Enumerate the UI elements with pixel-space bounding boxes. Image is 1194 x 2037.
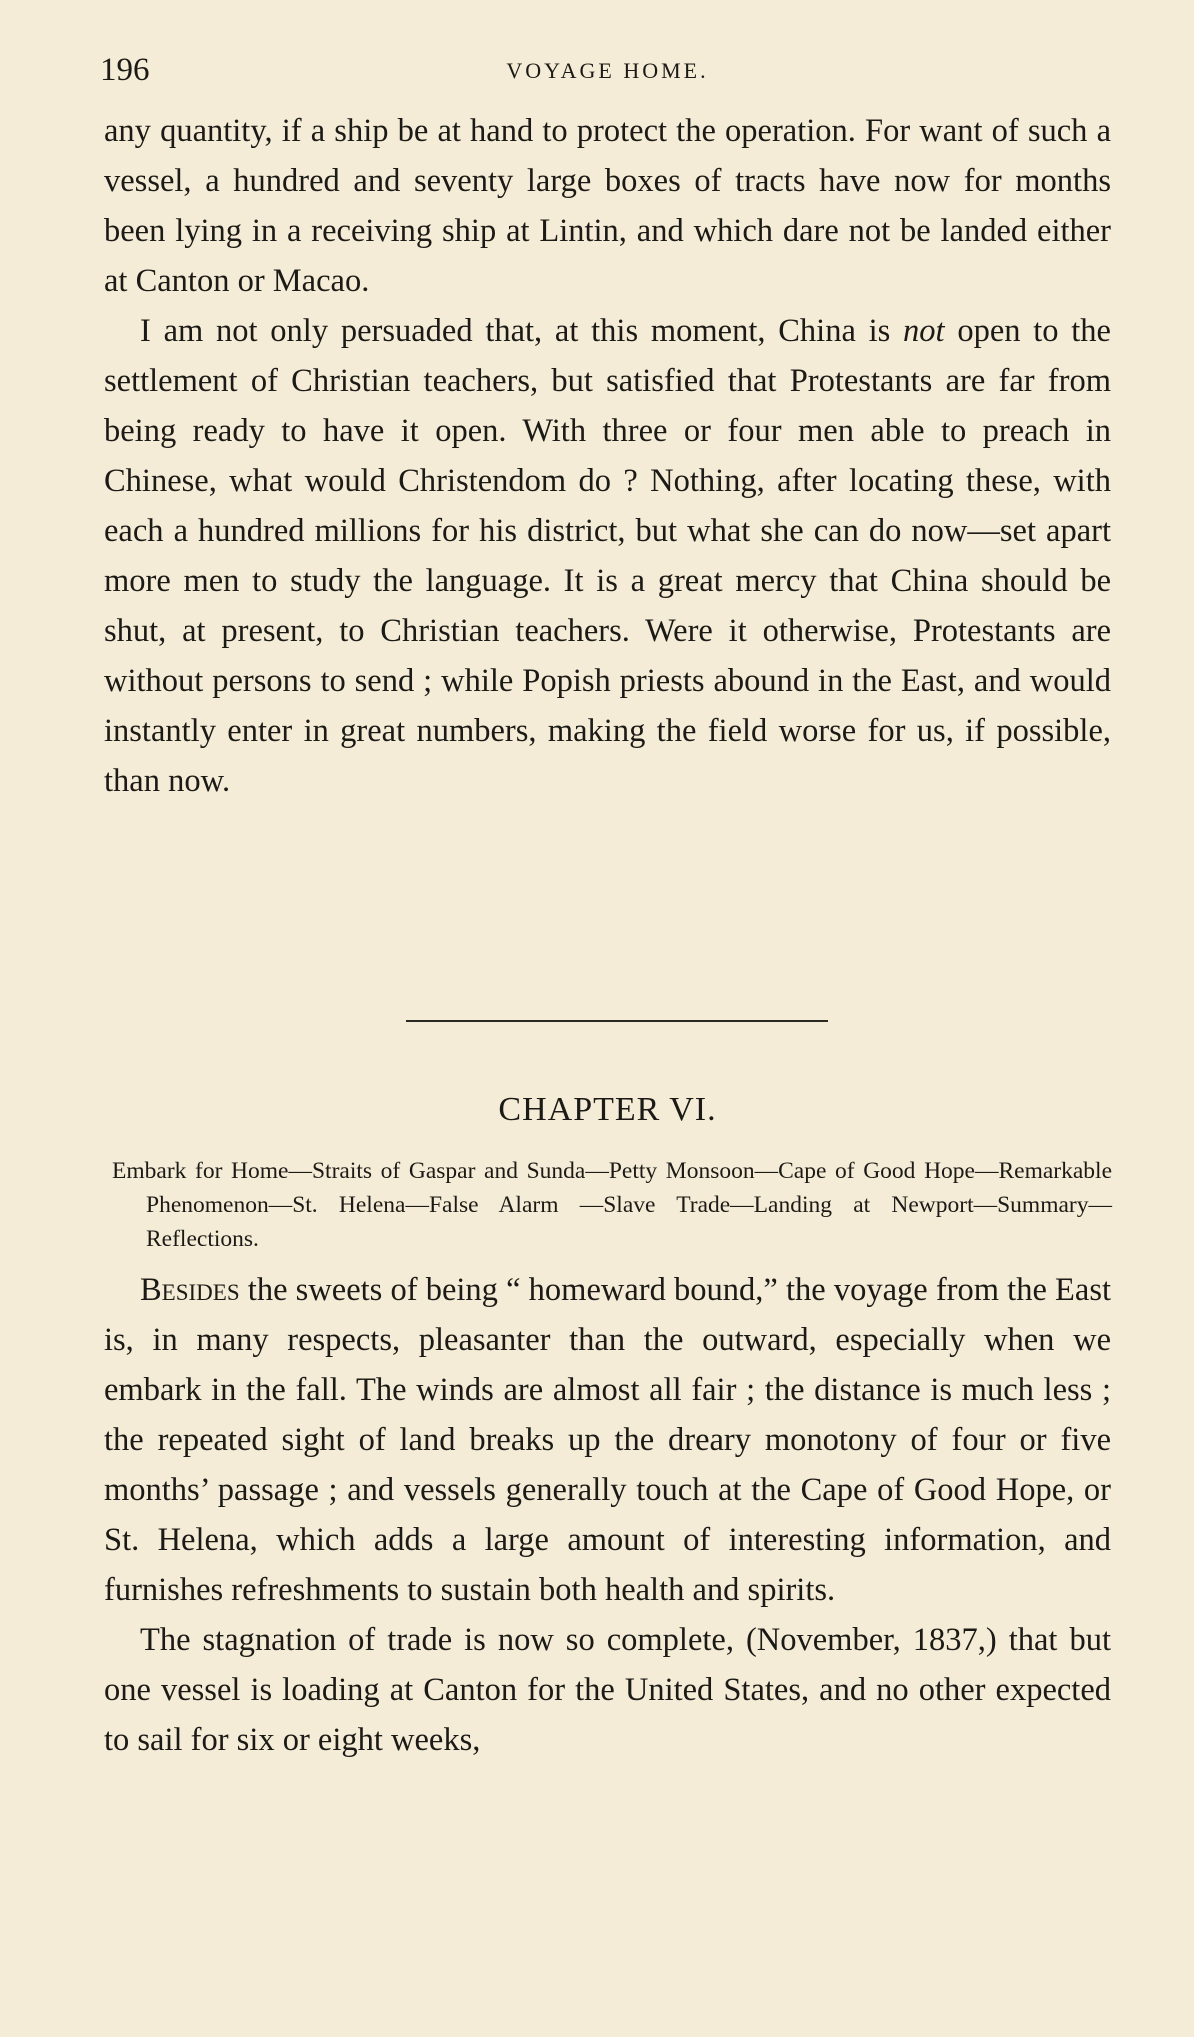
paragraph-continuation: any quantity, if a ship be at hand to protect the operation. For want of such a vessel, a hundred and seventy large boxes of tracts have now for months been lying in a receiving ship at Lintin, and which dare not be landed either at Canton or Macao. xyxy=(104,113,1111,299)
lead-word-smallcaps: Besides xyxy=(140,1272,240,1308)
paragraph-voyage-home xyxy=(104,1265,1111,1615)
text-block-upper xyxy=(104,106,1111,806)
emphasis-not: not xyxy=(903,313,945,349)
chapter-synopsis: Embark for Home—Straits of Gaspar and Sunda—Petty Monsoon—Cape of Good Hope—Remarkable Phenomenon—St. Helena—False Alarm —Slave Trade—Landing at Newport—Summary—Reflections. xyxy=(112,1158,1112,1252)
paragraph-china-not-open xyxy=(104,306,1111,806)
paragraph-stagnation-of-trade: The stagnation of trade is now so complete, (November, 1837,) that but one vessel is loading at Canton for the United States, and no other expected to sail for six or eight weeks, xyxy=(104,1622,1111,1758)
chapter-heading: CHAPTER VI. xyxy=(498,1091,717,1128)
text-block-lower xyxy=(104,1265,1111,1765)
running-head xyxy=(100,52,1115,92)
paragraph-rest: open to the settlement of Christian teachers, but satisfied that Protestants are far from being ready to have it open. With three or four men able to preach in Chinese, what would Christendom do ? Nothing, after locating these, with each a hundred millions for his district, but what she can do now—set apart more men to study the language. It is a great mercy that China should be shut, at present, to Christian teachers. Were it otherwise, Protestants are without persons to send ; while Popish priests abound in the East, and would instantly enter in great numbers, making the field worse for us, if possible, than now. xyxy=(104,313,1111,799)
running-title: VOYAGE HOME. xyxy=(506,58,709,83)
paragraph-lead: I am not only persuaded that, at this moment, China is xyxy=(140,313,904,349)
paragraph-rest: the sweets of being “ homeward bound,” the voyage from the East is, in many respects, pleasanter than the outward, especially when we embark in the fall. The winds are almost all fair ; the distance is much less ; the repeated sight of land breaks up the dreary monotony of four or five months’ passage ; and vessels generally touch at the Cape of Good Hope, or St. Helena, which adds a large amount of interesting information, and furnishes refreshments to sustain both health and spirits. xyxy=(104,1272,1111,1608)
page-number: 196 xyxy=(100,52,150,88)
section-divider xyxy=(406,1020,828,1022)
